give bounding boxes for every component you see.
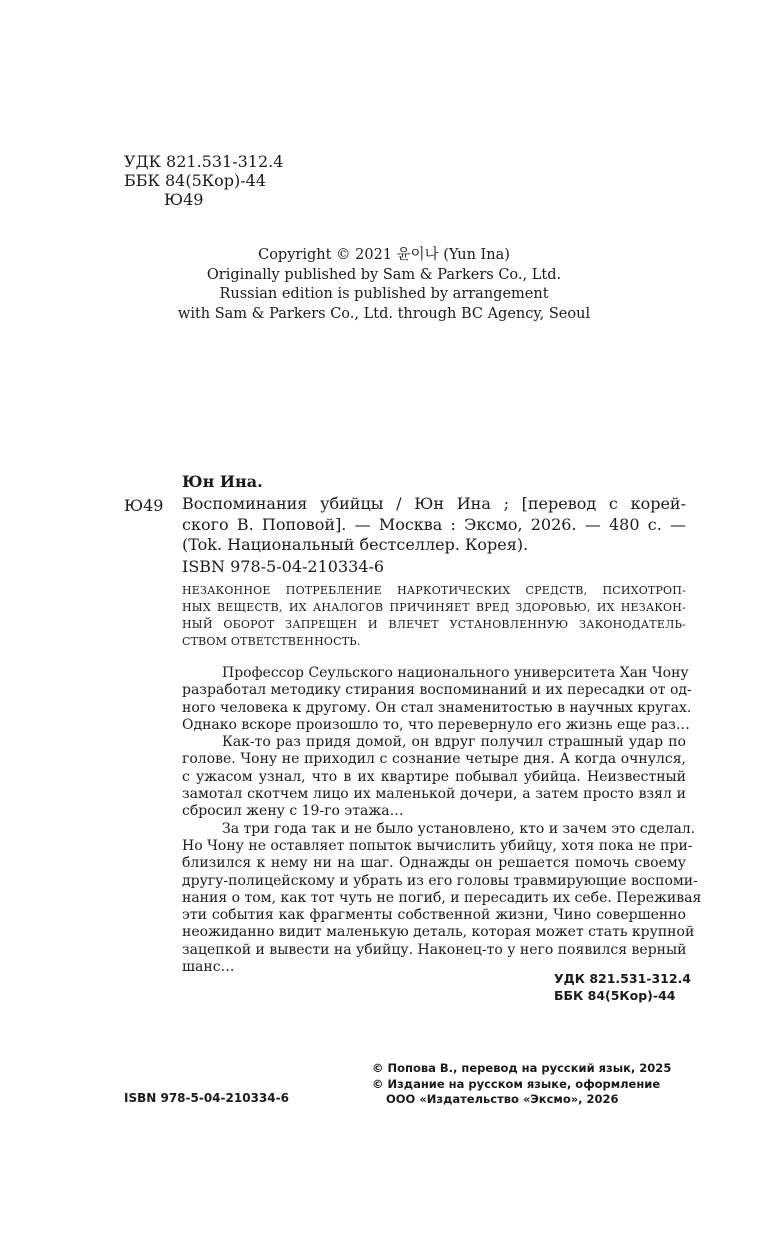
annotation-line: близился к нему ни на шаг. Однажды он решается помочь своему [182,855,686,872]
classification-block [124,152,283,209]
annotation-line: нания о том, как тот чуть не погиб, и пересадить их себе. Переживая [182,889,702,906]
annotation-line: с ужасом узнал, что в их квартире побывал убийца. Неизвестный [182,768,686,785]
edition-copyright: © Издание на русском языке, оформление [372,1076,661,1091]
cutter-code: Ю49 [164,190,204,209]
biblio-line: ского В. Поповой]. — Москва : Эксмо, 2026. — 480 с. — [182,514,686,534]
bbk-code: ББК 84(5Кор)-44 [124,171,267,190]
entry-isbn: ISBN 978-5-04-210334-6 [182,557,385,576]
annotation-line: сбросил жену с 19-го этажа… [182,803,404,820]
entry-cutter: Ю49 [124,496,164,515]
annotation-line: эти события как фрагменты собственной жизни, Чино совершенно [182,907,686,924]
annotation-line: Как-то раз придя домой, он вдруг получил страшный удар по [222,734,686,751]
annotation-line: За три года так и не было установлено, кто и зачем это сделал. [222,820,696,837]
warning-line: СТВОМ ОТВЕТСТВЕННОСТЬ. [182,635,361,648]
copyright-line: Russian edition is published by arrangement [219,286,549,302]
footer-codes [554,970,691,1004]
copyright-line: with Sam & Parkers Co., Ltd. through BC Agency, Seoul [177,305,591,322]
biblio-line: (Tok. Национальный бестселлер. Корея). [182,535,529,554]
translation-copyright: © Попова В., перевод на русский язык, 2025 [372,1061,672,1075]
udk-code: УДК 821.531-312.4 [124,152,284,171]
annotation-line: шанс… [182,959,235,976]
biblio-line: Воспоминания убийцы / Юн Ина ; [перевод с корей- [182,494,686,513]
footer-bbk: ББК 84(5Кор)-44 [554,988,676,1003]
annotation-line: голове. Чону не приходил с сознание четыре дня. А когда очнулся, [182,751,686,768]
copyright-notice [0,246,768,324]
annotation-line: Но Чону не оставляет попыток вычислить убийцу, хотя пока не при- [182,837,693,854]
annotation-line: Профессор Сеульского национального университета Хан Чону [222,665,689,681]
annotation-line: разработал методику стирания воспоминаний и их пересадки от од- [182,682,692,699]
footer-udk: УДК 821.531-312.4 [554,971,691,986]
entry-author: Юн Ина. [182,472,263,491]
publisher-name: ООО «Издательство «Эксмо», 2026 [386,1092,619,1106]
annotation-line: неожиданно видит маленькую деталь, которая может стать крупной [182,924,695,941]
rights-notice [372,1061,671,1108]
warning-line: НЫХ ВЕЩЕСТВ, ИХ АНАЛОГОВ ПРИЧИНЯЕТ ВРЕД ЗДОРОВЬЮ, ИХ НЕЗАКОН- [182,601,686,614]
annotation-line: замотал скотчем лицо их маленькой дочери, а затем просто взял и [182,786,686,803]
annotation [182,665,702,976]
warning-line: НЫЙ ОБОРОТ ЗАПРЕЩЕН И ВЛЕЧЕТ УСТАНОВЛЕННУЮ ЗАКОНОДАТЕЛЬ- [182,618,686,631]
copyright-line: Originally published by Sam & Parkers Co., Ltd. [206,266,562,283]
bibliographic-description [182,494,686,556]
annotation-line: Однако вскоре произошло то, что перевернуло его жизнь еще раз… [182,716,690,733]
copyright-line: Copyright © 2021 윤이나 (Yun Ina) [258,247,510,263]
annotation-line: ного человека к другому. Он стал знаменитостью в научных кругах. [182,699,692,716]
annotation-line: другу-полицейскому и убрать из его головы травмирующие воспоми- [182,872,698,889]
annotation-line: зацепкой и вывести на убийцу. Наконец-то у него появился верный [182,941,687,958]
warning-line: НЕЗАКОННОЕ ПОТРЕБЛЕНИЕ НАРКОТИЧЕСКИХ СРЕДСТВ, ПСИХОТРОП- [182,584,686,597]
legal-warning [182,582,686,650]
footer-isbn: ISBN 978-5-04-210334-6 [124,1091,289,1105]
